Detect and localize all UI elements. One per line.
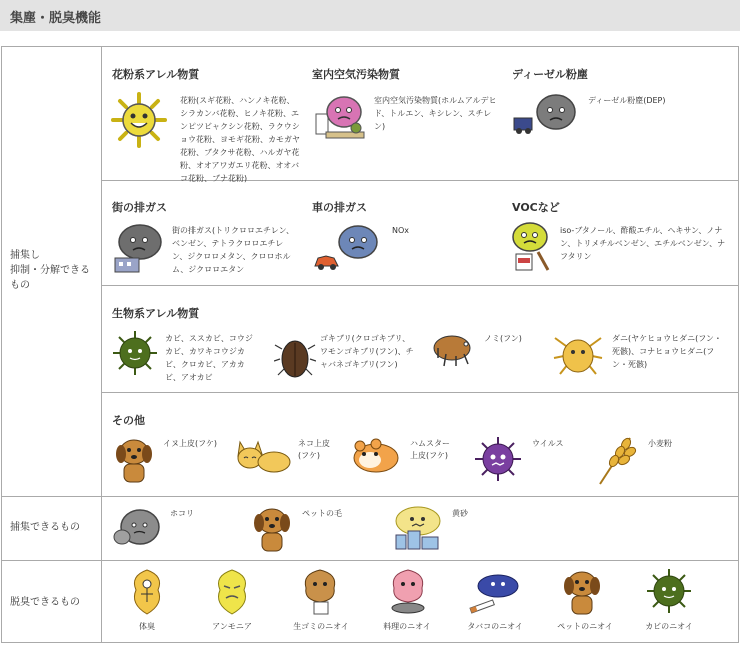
- pollen-title: 花粉系アレル物質: [112, 68, 200, 81]
- indoor-pollutant-icon: [314, 92, 368, 142]
- mold-icon: [112, 330, 158, 376]
- row-label-deodorize: 脱臭できるもの: [10, 597, 80, 608]
- yellow-sand-caption: 黄砂: [452, 509, 468, 518]
- sun-pollen-icon: [110, 92, 168, 148]
- tobacco-odor-caption: タバコのニオイ: [467, 622, 523, 631]
- ammonia-caption: アンモニア: [212, 622, 252, 631]
- pollen-desc: 花粉(スギ花粉、ハンノキ花粉、シラカンバ花粉、ヒノキ花粉、エンピツビャクシン花粉、ラクウショウ花粉、ヨモギ花粉、カモガヤ花粉、ブタクサ花粉、ハルガヤ花粉、オオアワガエリ花粉、オオバコ花粉、ブナ花粉): [180, 96, 300, 183]
- wheat-flour-caption: 小麦粉: [648, 439, 672, 448]
- street-title: 街の排ガス: [112, 201, 167, 214]
- indoor-desc: 室内空気汚染物質(ホルムアルデヒド、トルエン、キシレン、スチレン): [374, 96, 497, 131]
- mite-icon: [552, 328, 604, 378]
- mold-odor-caption: カビのニオイ: [645, 622, 693, 631]
- virus-caption: ウイルス: [532, 439, 564, 448]
- car-title: 車の排ガス: [312, 201, 367, 214]
- cooking-odor-icon: [386, 568, 430, 616]
- voc-icon: [506, 220, 556, 274]
- cockroach-desc: ゴキブリ(クロゴキブリ、ワモンゴキブリ(フン)、チャバネゴキブリ(フン): [320, 334, 414, 369]
- indoor-title: 室内空気汚染物質: [312, 68, 400, 81]
- body-odor-caption: 体臭: [139, 622, 155, 631]
- car-exhaust-icon: [312, 222, 384, 274]
- pet-hair-caption: ペットの毛: [302, 509, 342, 518]
- cockroach-icon: [274, 335, 316, 381]
- cat-icon: [234, 438, 292, 474]
- row-divider: [1, 560, 739, 561]
- row-label-collect: 捕集できるもの: [10, 522, 80, 533]
- label-column-divider: [101, 46, 102, 643]
- cat-dander-caption: ネコ上皮(フケ): [298, 439, 330, 460]
- row-divider: [1, 496, 739, 497]
- mold-odor-icon: [646, 568, 692, 614]
- pet-odor-icon: [560, 568, 606, 616]
- dog-dander-caption: イヌ上皮(フケ): [163, 439, 218, 448]
- diesel-dust-icon: [512, 92, 578, 136]
- subrow-divider: [101, 392, 739, 393]
- voc-desc: iso-ブタノール、酢酸エチル、ヘキサン、ノナン、トリメチルベンゼン、エチルベンゼン、ナフタリン: [560, 226, 726, 261]
- mite-desc: ダニ(ヤケヒョウヒダニ(フン・死骸)、コナヒョウヒダニ(フン・死骸): [612, 334, 722, 369]
- diesel-title: ディーゼル粉塵: [512, 68, 588, 81]
- dust-icon: [112, 505, 162, 551]
- page-header: [0, 0, 740, 31]
- virus-icon: [474, 436, 522, 482]
- diesel-desc: ディーゼル粉塵(DEP): [588, 96, 666, 105]
- hamster-icon: [350, 438, 404, 474]
- tobacco-odor-icon: [466, 572, 522, 614]
- dog-icon: [112, 436, 158, 484]
- ammonia-icon: [210, 568, 254, 616]
- garbage-odor-caption: 生ゴミのニオイ: [293, 622, 349, 631]
- body-odor-icon: [128, 568, 166, 616]
- subrow-divider: [101, 285, 739, 286]
- street-desc: 街の排ガス(トリクロロエチレン、ベンゼン、テトラクロロエチレン、ジクロロメタン、クロロホルム、ジクロロエタン: [172, 226, 294, 274]
- dust-caption: ホコリ: [170, 509, 194, 518]
- flea-desc: ノミ(フン): [484, 334, 522, 343]
- street-exhaust-icon: [112, 222, 164, 274]
- bio-title: 生物系アレル物質: [112, 307, 200, 320]
- page-title: 集塵・脱臭機能: [10, 11, 102, 26]
- wheat-icon: [592, 432, 640, 486]
- pet-odor-caption: ペットのニオイ: [557, 622, 613, 631]
- garbage-odor-icon: [298, 568, 342, 616]
- row-label-collect-suppress: 捕集し 抑制・分解できるもの: [10, 250, 90, 291]
- other-title: その他: [112, 414, 145, 427]
- flea-icon: [430, 332, 476, 368]
- voc-title: VOCなど: [512, 201, 560, 214]
- car-desc: NOx: [392, 226, 410, 235]
- mold-desc: カビ、ススカビ、コウジカビ、カワキコウジカビ、クロカビ、アカカビ、アオカビ: [165, 334, 253, 382]
- pet-hair-icon: [250, 505, 296, 553]
- cooking-odor-caption: 料理のニオイ: [383, 622, 431, 631]
- yellow-sand-icon: [392, 505, 444, 551]
- hamster-dander-caption: ハムスター上皮(フケ): [410, 439, 450, 460]
